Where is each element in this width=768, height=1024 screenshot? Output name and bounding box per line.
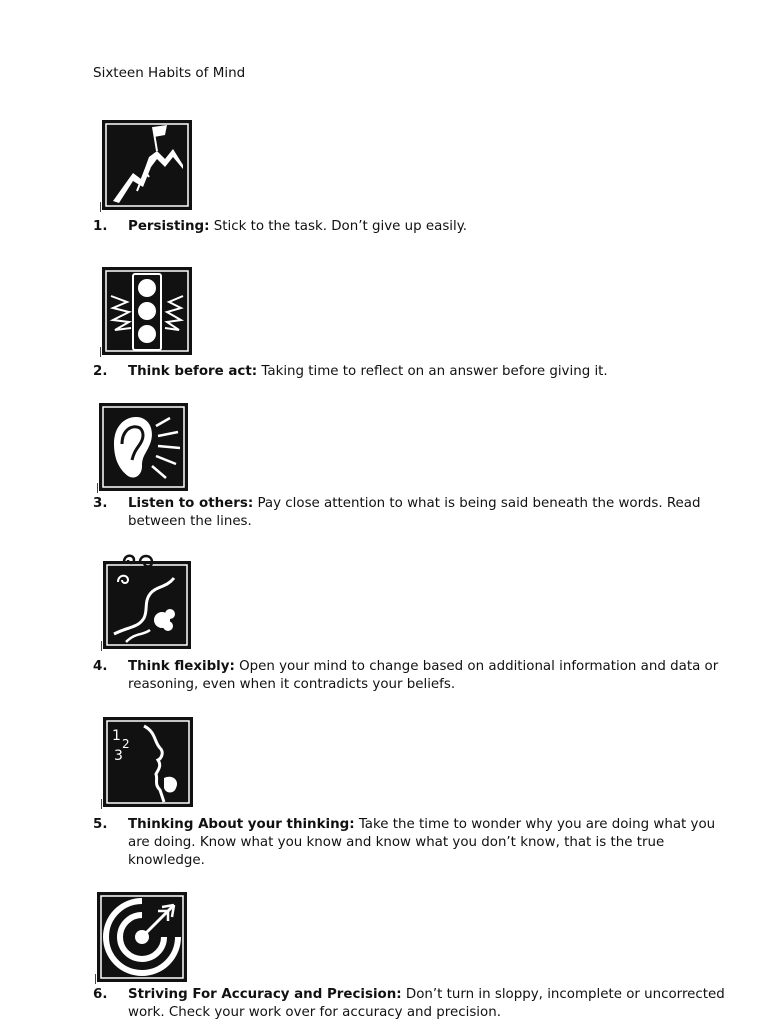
icon-border-tick bbox=[100, 347, 101, 357]
profile-swirl-icon bbox=[104, 562, 190, 648]
svg-text:3: 3 bbox=[114, 748, 123, 764]
habit-description: Take the time to wonder why you are doing what you are doing. Know what you know and know what you don’t know, that is the true knowledge. bbox=[128, 817, 716, 868]
habit-item bbox=[93, 658, 733, 694]
icon-border-tick bbox=[101, 799, 102, 809]
thinking-face-icon bbox=[104, 718, 192, 806]
habit-number: 4. bbox=[93, 659, 108, 674]
habit-label: Persisting: bbox=[128, 219, 210, 234]
icon-border-tick bbox=[101, 641, 102, 651]
habit-item bbox=[93, 218, 733, 236]
icon-border-tick bbox=[100, 202, 101, 212]
habit-description: Pay close attention to what is being said beneath the words. Read between the lines. bbox=[128, 496, 701, 529]
habit-description: Taking time to reflect on an answer before giving it. bbox=[257, 364, 608, 379]
habit-description: Stick to the task. Don’t give up easily. bbox=[209, 219, 468, 234]
habit-number: 1. bbox=[93, 219, 108, 234]
svg-text:2: 2 bbox=[122, 737, 130, 751]
habit-number: 2. bbox=[93, 364, 108, 379]
icon-border-tick bbox=[95, 974, 96, 984]
icon-border-tick bbox=[97, 483, 98, 493]
habit-label: Thinking About your thinking: bbox=[128, 817, 355, 832]
habit-description: Open your mind to change based on additional information and data or reasoning, even when it contradicts your beliefs. bbox=[128, 659, 719, 692]
habit-item bbox=[93, 816, 733, 870]
habit-label: Think flexibly: bbox=[128, 659, 235, 674]
mountain-flag-icon bbox=[103, 121, 191, 209]
habit-number: 3. bbox=[93, 496, 108, 511]
habit-label: Striving For Accuracy and Precision: bbox=[128, 987, 402, 1002]
habit-description: Don’t turn in sloppy, incomplete or uncorrected work. Check your work over for accuracy and precision. bbox=[128, 987, 725, 1020]
svg-text:1: 1 bbox=[112, 728, 121, 744]
habit-item bbox=[93, 363, 733, 381]
swirl-decoration-icon bbox=[118, 550, 160, 572]
habit-label: Think before act: bbox=[128, 364, 258, 379]
habit-item bbox=[93, 986, 733, 1022]
page-title: Sixteen Habits of Mind bbox=[93, 65, 246, 81]
ear-icon bbox=[100, 404, 187, 490]
target-arrow-icon bbox=[98, 893, 186, 981]
habit-number: 5. bbox=[93, 817, 108, 832]
habit-label: Listen to others: bbox=[128, 496, 254, 511]
habit-item bbox=[93, 495, 733, 531]
habit-number: 6. bbox=[93, 987, 108, 1002]
traffic-light-icon bbox=[103, 268, 191, 354]
